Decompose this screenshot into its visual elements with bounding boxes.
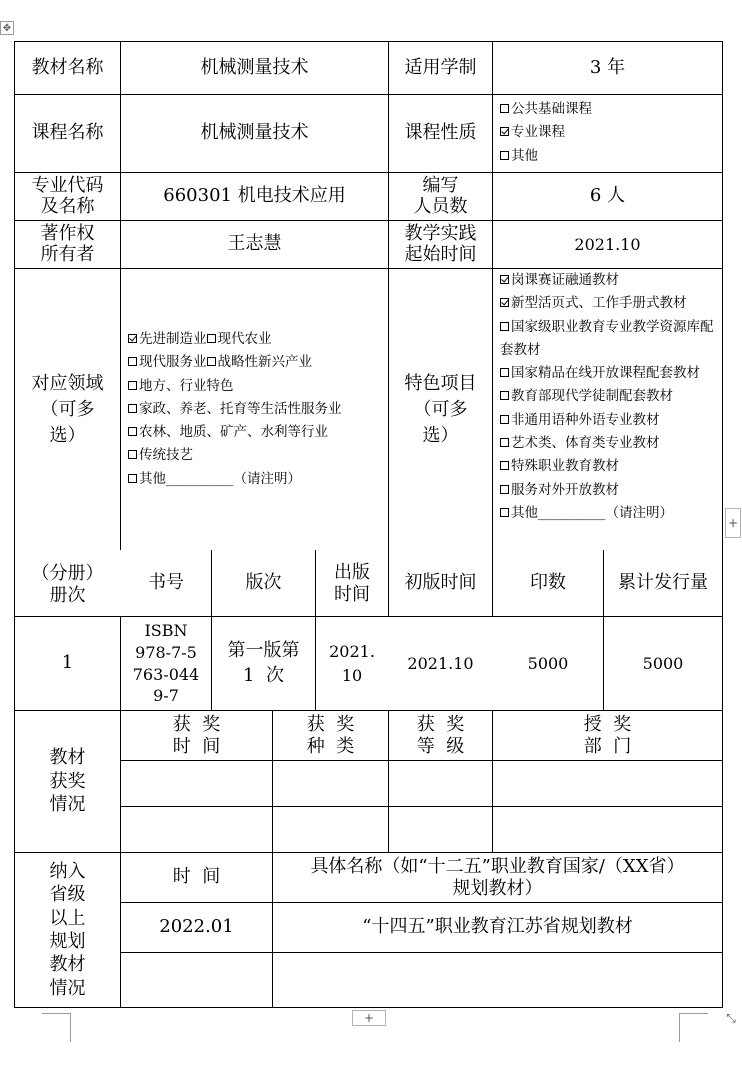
planning-cell-empty[interactable] <box>121 953 272 1007</box>
checkbox-icon[interactable] <box>128 474 137 483</box>
volume-value[interactable]: 1 <box>61 652 74 674</box>
feature-option[interactable]: 艺术类、体育类专业教材 <box>500 432 718 455</box>
course-nature-option[interactable]: 其他 <box>500 145 720 168</box>
field-option[interactable]: 地方、行业特色 <box>128 375 386 398</box>
checkbox-icon[interactable] <box>128 450 137 459</box>
checkbox-icon[interactable] <box>500 104 509 113</box>
planning-name-header: 具体名称（如“十二五”职业教育国家/（XX省） 规划教材） <box>310 855 685 899</box>
checkbox-icon[interactable] <box>128 404 137 413</box>
course-nature-option[interactable]: 公共基础课程 <box>500 98 720 121</box>
checkbox-icon[interactable] <box>500 322 509 331</box>
material-name-value[interactable]: 机械测量技术 <box>200 56 309 78</box>
checkbox-icon[interactable] <box>128 357 137 366</box>
checkbox-checked-icon[interactable] <box>500 127 509 136</box>
volume-header: （分册） 册次 <box>31 562 104 606</box>
isbn-header: 书号 <box>148 572 184 594</box>
field-option[interactable]: 先进制造业 <box>128 331 207 347</box>
checkbox-checked-icon[interactable] <box>500 275 509 284</box>
margin-corner-mark <box>679 1013 708 1042</box>
material-name-label: 教材名称 <box>31 56 104 78</box>
feature-option[interactable]: 国家级职业教育专业教学资源库配套教材 <box>500 318 714 358</box>
school-system-label: 适用学制 <box>404 56 477 78</box>
field-option[interactable]: 传统技艺 <box>128 444 386 467</box>
fields-label: 对应领域 （可多 选） <box>31 372 104 447</box>
field-option-row <box>128 351 386 374</box>
add-column-button[interactable]: + <box>725 508 741 538</box>
planning-label: 纳入 省级 以上 规划 教材 情况 <box>49 860 86 999</box>
award-dept-header: 授 奖 部 门 <box>583 713 632 757</box>
first-edition-time-value[interactable]: 2021.10 <box>407 653 474 673</box>
checkbox-icon[interactable] <box>500 368 509 377</box>
school-system-value[interactable]: 3 年 <box>589 56 626 78</box>
feature-option[interactable]: 教育部现代学徒制配套教材 <box>500 385 718 408</box>
award-time-header: 获 奖 时 间 <box>172 713 221 757</box>
feature-option[interactable]: 国家精品在线开放课程配套教材 <box>500 362 718 385</box>
isbn-value[interactable]: ISBN 978-7-5 763-044 9-7 <box>132 621 200 706</box>
award-cell-empty[interactable] <box>273 761 388 806</box>
award-cell-empty[interactable] <box>389 807 492 852</box>
field-option[interactable]: 战略性新兴产业 <box>207 354 313 370</box>
total-issue-value[interactable]: 5000 <box>642 653 684 673</box>
writers-label: 编写 人员数 <box>413 174 468 217</box>
checkbox-icon[interactable] <box>500 391 509 400</box>
total-issue-header: 累计发行量 <box>618 572 708 594</box>
award-cell-empty[interactable] <box>121 807 272 852</box>
award-cell-empty[interactable] <box>389 761 492 806</box>
awards-label: 教材 获奖 情况 <box>49 747 86 816</box>
field-option[interactable]: 家政、养老、托育等生活性服务业 <box>128 398 386 421</box>
feature-option[interactable]: 其他__________（请注明） <box>500 502 718 525</box>
award-level-header: 获 奖 等 级 <box>416 713 465 757</box>
add-row-button[interactable]: + <box>352 1010 386 1026</box>
writers-value[interactable]: 6 人 <box>589 185 626 207</box>
feature-option[interactable]: 岗课赛证融通教材 <box>500 269 718 292</box>
features-options <box>500 269 718 525</box>
feature-option[interactable]: 特殊职业教育教材 <box>500 455 718 478</box>
checkbox-icon[interactable] <box>500 415 509 424</box>
course-name-value[interactable]: 机械测量技术 <box>200 122 309 144</box>
planning-time-value[interactable]: 2022.01 <box>159 916 234 938</box>
field-option[interactable]: 其他__________（请注明） <box>128 468 386 491</box>
checkbox-checked-icon[interactable] <box>500 298 509 307</box>
feature-option[interactable]: 非通用语种外语专业教材 <box>500 409 718 432</box>
features-label: 特色项目 （可多 选） <box>404 372 477 447</box>
copyright-label: 著作权 所有者 <box>40 222 95 265</box>
planning-cell-empty[interactable] <box>273 953 722 1007</box>
practice-value[interactable]: 2021.10 <box>574 234 641 254</box>
course-nature-options <box>500 98 720 168</box>
planning-time-header: 时 间 <box>172 866 221 888</box>
award-cell-empty[interactable] <box>273 807 388 852</box>
award-type-header: 获 奖 种 类 <box>306 713 355 757</box>
major-label: 专业代码 及名称 <box>31 174 104 217</box>
checkbox-icon[interactable] <box>500 508 509 517</box>
checkbox-icon[interactable] <box>207 334 216 343</box>
fields-options <box>128 328 386 491</box>
table-move-handle[interactable]: ✥ <box>0 21 14 35</box>
edition-header: 版次 <box>245 572 282 594</box>
award-cell-empty[interactable] <box>493 761 722 806</box>
field-option-row <box>128 328 386 351</box>
checkbox-icon[interactable] <box>500 438 509 447</box>
award-cell-empty[interactable] <box>121 761 272 806</box>
award-cell-empty[interactable] <box>493 807 722 852</box>
checkbox-icon[interactable] <box>128 427 137 436</box>
pub-time-header: 出版 时间 <box>334 561 370 605</box>
checkbox-icon[interactable] <box>500 151 509 160</box>
field-option[interactable]: 现代服务业 <box>128 354 207 370</box>
major-value[interactable]: 660301 机电技术应用 <box>163 185 346 207</box>
edition-value[interactable]: 第一版第 1 次 <box>227 640 300 686</box>
practice-label: 教学实践 起始时间 <box>404 222 477 265</box>
print-count-header: 印数 <box>530 572 566 594</box>
feature-option[interactable]: 新型活页式、工作手册式教材 <box>500 292 718 315</box>
field-option[interactable]: 农林、地质、矿产、水利等行业 <box>128 421 386 444</box>
feature-option[interactable]: 服务对外开放教材 <box>500 479 718 502</box>
course-nature-label: 课程性质 <box>404 122 477 144</box>
print-count-value[interactable]: 5000 <box>527 653 569 673</box>
field-option[interactable]: 现代农业 <box>207 331 272 347</box>
course-name-label: 课程名称 <box>31 122 104 144</box>
copyright-value[interactable]: 王志慧 <box>227 233 282 255</box>
checkbox-checked-icon[interactable] <box>128 334 137 343</box>
checkbox-icon[interactable] <box>500 485 509 494</box>
table-resize-handle[interactable]: ⤡ <box>724 1011 738 1025</box>
checkbox-icon[interactable] <box>128 381 137 390</box>
checkbox-icon[interactable] <box>500 461 509 470</box>
checkbox-icon[interactable] <box>207 357 216 366</box>
planning-name-value[interactable]: “十四五”职业教育江苏省规划教材 <box>362 916 633 938</box>
pub-time-value[interactable]: 2021. 10 <box>329 642 375 685</box>
margin-corner-mark <box>42 1013 71 1042</box>
first-edition-time-header: 初版时间 <box>404 572 477 594</box>
course-nature-option[interactable]: 专业课程 <box>500 121 720 144</box>
